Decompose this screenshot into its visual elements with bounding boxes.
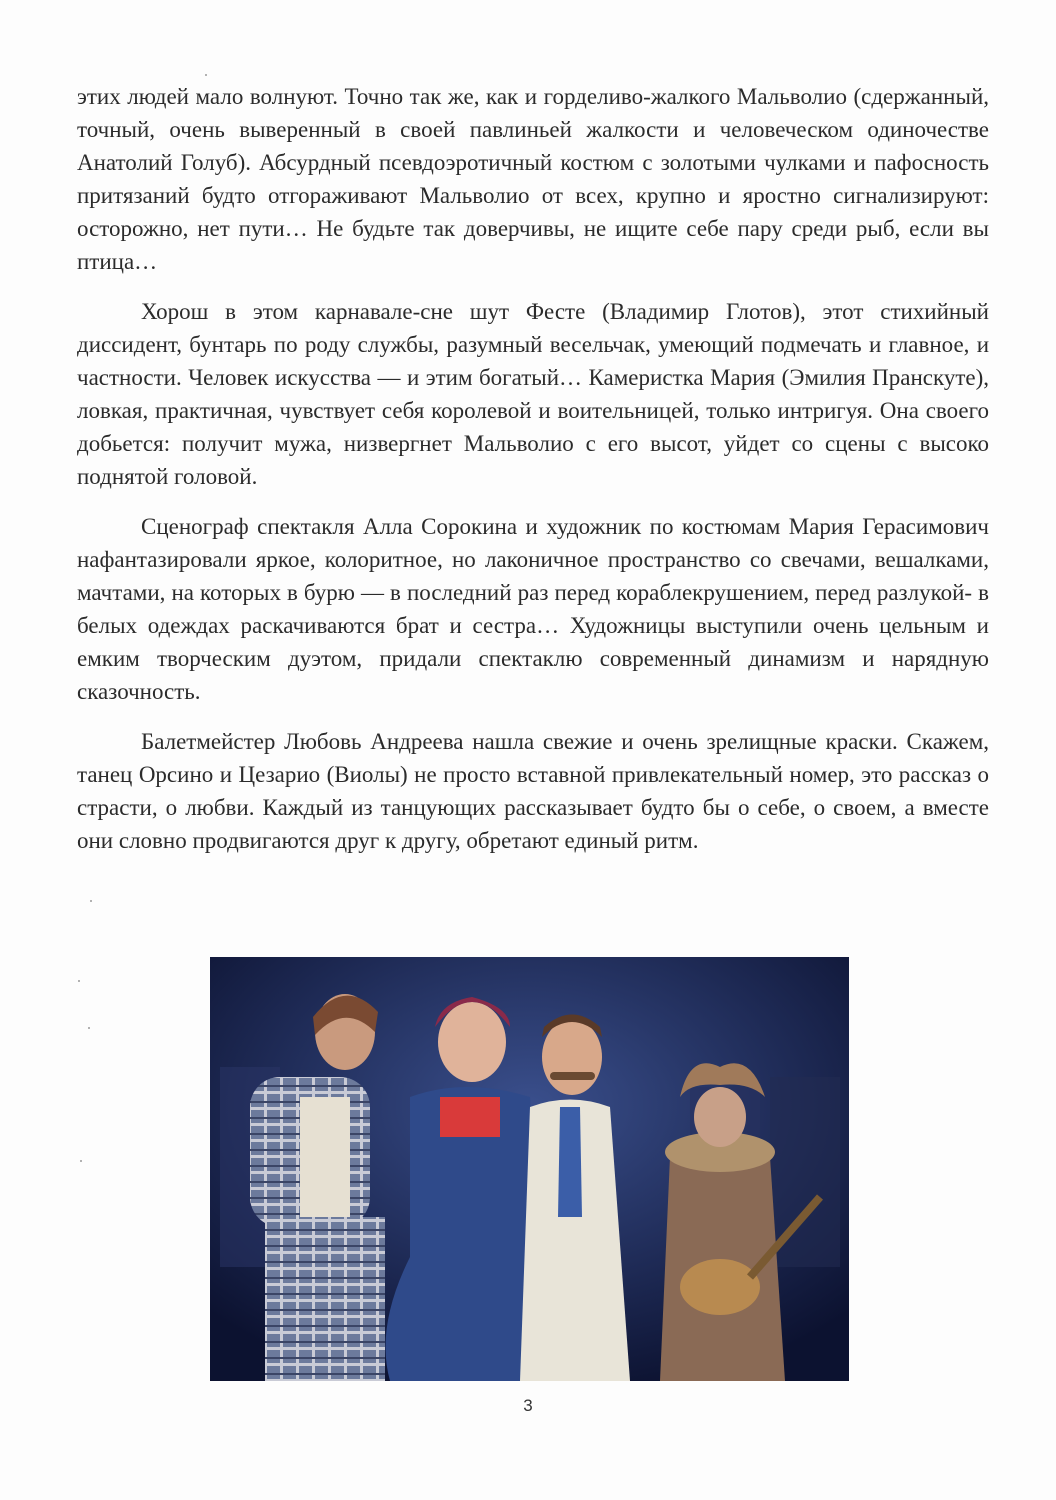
paragraph-3: Сценограф спектакля Алла Сорокина и художник по костюмам Мария Герасимович нафантазировали яркое, колоритное, но лаконичное пространство со свечами, вешалками, мачтами, на которых в бурю — в последний раз перед кораблекрушением, перед разлукой- в белых одеждах раскачиваются брат и сестра… Художницы выступили очень цельным и емким творческим дуэтом, придали спектаклю современный динамизм и нарядную сказочность. — [77, 514, 989, 704]
paragraph-1: этих людей мало волнуют. Точно так же, как и горделиво-жалкого Мальволио (сдержанный, точный, очень выверенный в своей павлиньей жалкости и человеческом одиночестве Анатолий Голуб). Абсурдный псевдоэротичный костюм с золотыми чулками и пафосность притязаний будто отгораживают Мальволио от всех, крупно и яростно сигнализируют: осторожно, нет пути… Не будьте так доверчивы, не ищите себе пару среди рыб, если вы птица… — [77, 84, 989, 274]
scan-speck — [90, 900, 92, 902]
paragraph-2: Хорош в этом карнавале-сне шут Фесте (Владимир Глотов), этот стихийный диссидент, бунтарь по роду службы, разумный весельчак, умеющий подмечать и главное, и частности. Человек искусства — и этим богатый… Камеристка Мария (Эмилия Пранскуте), ловкая, практичная, чувствует себя королевой и воительницей, только интригуя. Она своего добьется: получит мужа, низвергнет Мальволио с его высот, уйдет со сцены с высоко поднятой головой. — [77, 299, 989, 489]
theatre-photo — [210, 957, 849, 1381]
article-text — [77, 80, 989, 874]
scan-speck — [80, 1160, 82, 1162]
page-number: 3 — [523, 1396, 533, 1415]
theatre-scene-image — [210, 957, 849, 1381]
paragraph-4: Балетмейстер Любовь Андреева нашла свежие и очень зрелищные краски. Скажем, танец Орсино и Цезарио (Виолы) не просто вставной привлекательный номер, это рассказ о страсти, о любви. Каждый из танцующих рассказывает будто бы о себе, о своем, а вместе они словно продвигаются друг к другу, обретают единый ритм. — [77, 729, 989, 853]
scan-speck — [78, 980, 80, 982]
scan-speck — [88, 1027, 90, 1029]
scan-speck — [205, 74, 207, 76]
